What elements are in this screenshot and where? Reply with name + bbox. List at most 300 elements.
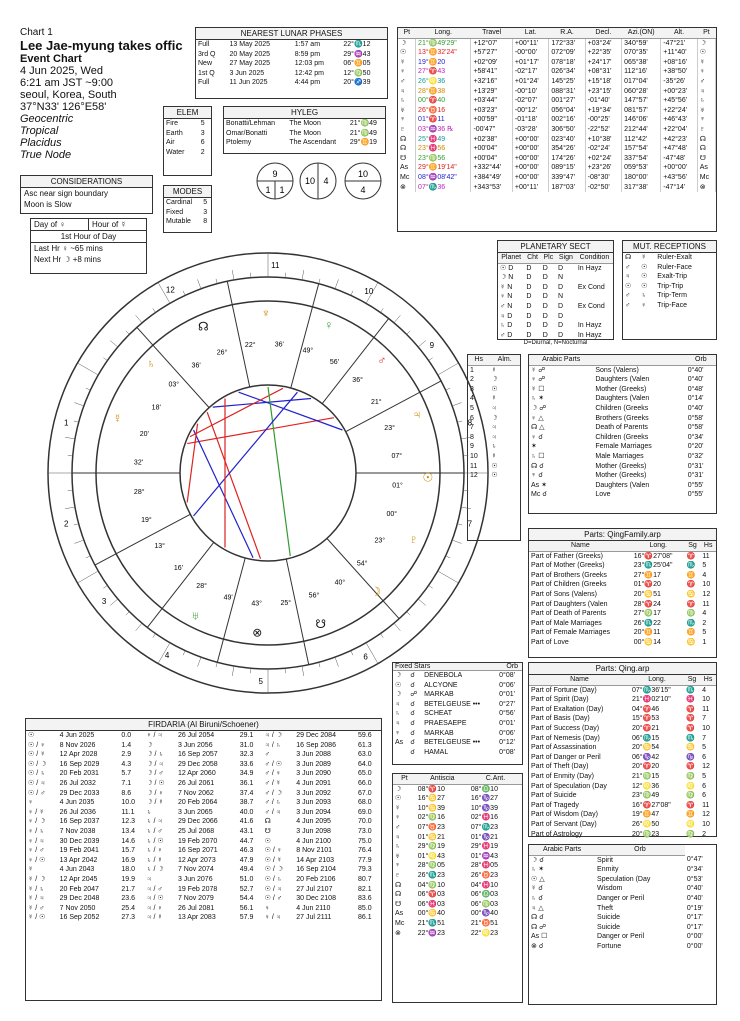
position-cell: 157°54' [622, 144, 661, 154]
element-cell: Fire [166, 120, 179, 127]
qing-part-cell: 7 [702, 734, 706, 742]
position-cell: +02'38" [471, 135, 512, 145]
reception-row [623, 263, 716, 273]
degree-tick [74, 540, 83, 543]
arabic-part-aspect-cell: ♆ ☌ [531, 472, 543, 480]
firdaria-period-cell: ♂ / ♀ [264, 770, 281, 778]
firdaria-period-cell: ☉ / ♀ [264, 847, 282, 855]
arabic-part-cell: 0°47' [686, 856, 703, 864]
degree-tick [452, 540, 461, 543]
sect-cell: In Hayz [577, 322, 602, 330]
firdaria-period-row [26, 760, 381, 770]
antiscia-cell: 26°♏23 [417, 871, 445, 879]
sect-cell: D [526, 293, 532, 301]
firdaria-period-cell: 26 Jul 2081 [177, 904, 215, 912]
antiscia-cell: 02°♍16 [417, 814, 445, 822]
degree-tick [446, 556, 451, 558]
qing-part-row [529, 791, 716, 801]
firdaria-period-cell: 3 Jun 2093 [296, 799, 331, 807]
count-g: 10 [357, 169, 369, 179]
position-cell: -08°30' [585, 173, 622, 183]
position-cell: -00°12' [512, 106, 549, 116]
degree-label: 40° [334, 579, 346, 587]
firdaria-period-cell: 7 Nov 2038 [59, 827, 96, 835]
position-header: Travel [471, 28, 512, 38]
sect-cell [576, 312, 613, 322]
qingfamily-part-header: Name [529, 541, 632, 551]
reception-cell: ☉ [641, 263, 648, 271]
qingfamily-part-cell: ♋ [686, 590, 696, 598]
reception-cell: Trip-Face [657, 301, 687, 309]
lunar-phase-cell: 12:03 pm [294, 60, 324, 68]
hyleg-cell: The Ascendant [289, 139, 337, 147]
reception-row [623, 291, 716, 301]
qingfamily-part-row [529, 619, 716, 629]
position-cell: 339°47' [549, 173, 585, 183]
position-cell: -00°00' [512, 48, 549, 58]
hyleg-title: HYLEG [224, 107, 385, 119]
fixed-star-cell: As [395, 739, 404, 747]
firdaria-period-row [26, 789, 381, 799]
qing-part-cell: Part of Servant (Day) [531, 820, 597, 828]
arabic-part-cell: ☊ ☌ [531, 914, 544, 922]
almuten-cell: 7 [470, 424, 474, 432]
firdaria-period-cell: ☿ [28, 866, 34, 874]
chart-date: 4 Jun 2025, Wed [20, 65, 103, 77]
qing-part-cell: ♑ [686, 753, 695, 761]
firdaria-title: FIRDARIA (Al Biruni/Schoener) [26, 719, 381, 731]
qing-part-cell: 20°♈20 [632, 763, 660, 771]
count-e: 10 [304, 176, 316, 186]
position-row [398, 154, 716, 164]
qing-part-cell: 11 [702, 705, 710, 713]
position-cell: 08°♒08'42" [416, 173, 471, 183]
position-cell: 089°15' [549, 163, 585, 173]
lunar-phase-cell: 3 Jun 2025 [229, 69, 265, 77]
mode-cell: 8 [203, 218, 208, 226]
firdaria-period-cell: 61.3 [358, 741, 372, 749]
position-cell: 017°04' [622, 77, 661, 87]
firdaria-period-cell: 7 Nov 2050 [59, 904, 96, 912]
arabic-part-aspect-row [529, 442, 716, 452]
arabic-part-aspect-header [593, 355, 685, 365]
fixed-star-cell: 0°06' [499, 729, 515, 737]
aspect-line [194, 430, 254, 558]
degree-tick [86, 556, 91, 558]
mode-cell: Mutable [166, 218, 191, 226]
firdaria-period-cell: ♃ [146, 875, 152, 883]
antiscia-cell: 01°♌43 [417, 852, 445, 860]
almuten-cell: ☽ [491, 414, 498, 422]
qingfamily-part-cell: 12 [702, 590, 711, 598]
sect-cell: Ex Cond [577, 302, 605, 310]
arabic-part-aspect-cell: Daughters (Valen [595, 395, 650, 403]
almuten-cell: ♃ [491, 404, 497, 412]
firdaria-period-row [26, 731, 381, 741]
zodiac-setting-2: Tropical [20, 125, 59, 137]
element-cell: 2 [200, 148, 205, 156]
arabic-part-cell: 0°40' [686, 894, 703, 902]
qingfamily-part-cell: ♏ [686, 562, 696, 570]
firdaria-period-row [26, 750, 381, 760]
arabic-part-row [529, 884, 716, 894]
firdaria-period-cell: 18.0 [121, 866, 136, 874]
planet-glyph: ☋ [315, 617, 327, 632]
degree-tick [126, 612, 130, 616]
sect-cell: ♄ D [500, 322, 513, 330]
position-row [398, 96, 716, 106]
degree-label: 19° [141, 516, 152, 524]
elements-table [163, 106, 212, 176]
position-cell: -02°50' [585, 183, 622, 193]
chart-wheel [18, 243, 518, 703]
position-cell: ☋ [697, 154, 715, 164]
fixed-star-cell: DENEBOLA [424, 672, 463, 679]
arabic-part-aspect-cell: 0°48' [687, 385, 704, 393]
qing-part-cell: 19°♊47 [632, 811, 660, 819]
firdaria-period-cell: 26 Jul 2061 [177, 779, 215, 787]
qingfamily-part-row [529, 551, 716, 561]
firdaria-period-row [26, 875, 381, 885]
arabic-part-aspect-row [529, 433, 716, 443]
firdaria-period-row [26, 856, 381, 866]
firdaria-period-cell: 19 Feb 2041 [59, 847, 99, 855]
position-cell: +384°49' [471, 173, 512, 183]
position-cell: ♂ [398, 77, 416, 87]
antiscia-cell: 08°♎10 [470, 785, 498, 793]
aspect-line [187, 418, 334, 444]
almuten-cell: ☽ [491, 376, 498, 384]
degree-label: 49° [302, 347, 314, 355]
sect-cell: ☉ D [500, 264, 514, 272]
fixed-star-cell: MARKAB [424, 691, 454, 699]
almuten-header: Hs [468, 355, 489, 365]
reception-cell: Exalt-Trip [657, 273, 687, 281]
reception-cell: ♀ [641, 301, 647, 309]
sect-cell: N [557, 274, 564, 282]
house-number: 1 [63, 418, 69, 428]
qingfamily-part-cell: Part of Daughters (Valen [531, 600, 608, 608]
almuten-cell: 2 [470, 376, 474, 384]
degree-tick [461, 507, 471, 509]
degree-tick [183, 651, 185, 656]
qingfamily-part-cell: Part of Death of Parents [531, 610, 607, 618]
qing-part-row [529, 705, 716, 715]
firdaria-period-cell: ♄ / ♀ [146, 847, 163, 855]
hyleg-cell: The Moon [289, 129, 321, 137]
position-cell: +23°26' [585, 163, 622, 173]
arabic-part-aspect-cell: ♀ ☌ [531, 433, 543, 441]
firdaria-period-cell: 37.4 [239, 789, 254, 797]
qing-part-cell: 12 [702, 763, 710, 771]
position-cell: 21°♍49'29" [416, 38, 471, 48]
next-hour: Next Hr ☽ +8 mins [34, 255, 101, 264]
degree-tick [198, 657, 201, 666]
fixed-star-cell: 0°08' [499, 672, 515, 679]
fixed-star-row [393, 709, 522, 719]
sect-header: Planet [498, 253, 524, 263]
arabic-part-aspect-cell: 0°58' [687, 414, 704, 422]
position-cell: 065°38' [622, 58, 661, 68]
antiscia-cell: ♅ [395, 852, 401, 860]
qing-part-cell: ♊ [686, 811, 695, 819]
firdaria-period-cell: ☉ [28, 732, 35, 739]
position-cell: -47°14' [661, 183, 698, 193]
arabic-part-cell: Fortune [597, 942, 622, 950]
lunar-phase-cell: 13 May 2025 [229, 41, 271, 48]
degree-label: 56° [308, 592, 320, 600]
position-cell: -47°21' [661, 38, 698, 48]
degree-tick [65, 507, 75, 509]
sect-cell: D [542, 331, 548, 339]
firdaria-period-cell: 75.0 [358, 837, 372, 845]
qing-part-cell: 12°♌36 [632, 782, 660, 790]
house-number: 11 [271, 261, 280, 271]
mode-cell: 3 [203, 208, 208, 216]
modes-title: MODES [164, 186, 211, 198]
almuten-cell: 10 [470, 452, 478, 460]
position-cell: +13'29" [471, 87, 512, 97]
firdaria-period-cell: 83.6 [358, 895, 372, 903]
position-cell: -01°40' [585, 96, 622, 106]
sect-cell: D [526, 322, 532, 330]
arabic-part-row [529, 904, 716, 914]
arabic-part-cell: 0°53' [686, 875, 703, 883]
reception-cell: ☊ [625, 254, 632, 261]
sect-cell: D [526, 283, 532, 291]
position-cell: +10°38' [585, 135, 622, 145]
qingfamily-part-cell: 4 [702, 571, 707, 579]
antiscia-cell: ♀ [395, 814, 401, 822]
position-cell: 023°40' [549, 135, 585, 145]
antiscia-header: Antiscia [416, 774, 469, 784]
sect-cell: D [526, 264, 532, 272]
lunar-phase-cell: 22°♏12 [343, 41, 371, 48]
sect-header: Cht [524, 253, 540, 263]
antiscia-cell: 00°♑40 [470, 910, 498, 918]
firdaria-period-cell: 66.0 [358, 779, 372, 787]
lunar-phase-cell: Full [198, 79, 210, 87]
firdaria-period-row [26, 769, 381, 779]
count-c: 1 [279, 185, 285, 195]
arabic-part-aspect-cell: Children (Greeks [595, 404, 649, 412]
firdaria-period-cell: 12 Apr 2028 [59, 751, 98, 759]
sect-cell: ♃ D [500, 312, 513, 320]
position-cell: 00°♈40 [416, 96, 471, 106]
firdaria-period-cell: 59.6 [358, 732, 372, 739]
firdaria-period-cell: ♂ / ♃ [264, 808, 281, 816]
arabic-part-aspect-cell: ☊ △ [531, 424, 545, 432]
position-cell: ☊ [398, 135, 416, 145]
firdaria-period-cell: ♀ / ♄ [28, 827, 45, 835]
arabic-part-aspect-cell: ☽ ☍ [531, 404, 547, 412]
arabic-part-cell: 0°00' [686, 933, 703, 941]
firdaria-period-cell: 4 Jun 2043 [59, 866, 95, 874]
position-cell: -47°48' [661, 154, 698, 164]
degree-tick [394, 315, 400, 323]
qing-part-header: Name [529, 675, 630, 685]
antiscia-row [393, 794, 522, 804]
degree-tick [351, 291, 353, 296]
reception-cell: ♄ [641, 292, 647, 300]
position-cell: 306°50' [549, 125, 585, 135]
position-header: Lat. [512, 28, 549, 38]
firdaria-period-cell: 16 Sep 2071 [177, 847, 218, 855]
firdaria-period-cell: 57.9 [239, 914, 254, 922]
degree-tick [232, 666, 234, 676]
position-row [398, 48, 716, 58]
firdaria-period-row [26, 913, 381, 923]
consideration-line: Moon is Slow [24, 200, 72, 209]
hyleg-cell: 21°♍49 [349, 120, 377, 127]
position-row [398, 58, 716, 68]
position-cell: +00°00' [512, 144, 549, 154]
degree-label: 13° [154, 542, 165, 550]
qingfamily-part-cell: 20°♊11 [633, 629, 661, 637]
position-row [398, 125, 716, 135]
lunar-phase-cell: 12°♍50 [343, 69, 371, 77]
house-number: 10 [364, 287, 374, 297]
degree-label: 22° [244, 342, 256, 350]
firdaria-period-cell: 21.7 [121, 885, 136, 893]
modes-table [163, 185, 212, 233]
lunar-phase-row [196, 69, 387, 79]
antiscia-cell: Mc [395, 919, 405, 927]
firdaria-period-cell: 1.4 [121, 741, 132, 749]
position-row [398, 135, 716, 145]
qing-part-row [529, 820, 716, 830]
degree-label: 26° [216, 349, 228, 357]
reception-cell: ☿ [641, 254, 647, 261]
positions-table [397, 27, 717, 232]
degree-tick [153, 308, 156, 312]
firdaria-period-cell: ♃ / ☉ [146, 895, 164, 903]
mode-cell: Cardinal [166, 199, 193, 206]
firdaria-period-cell: 27 Jul 2107 [296, 885, 333, 893]
position-cell: 07°♏36 [416, 183, 471, 193]
firdaria-period-cell: ☽ / ☉ [146, 779, 165, 787]
firdaria-period-cell: ♂ / ☿ [264, 779, 281, 787]
lunar-phase-cell: 20 May 2025 [229, 50, 271, 58]
firdaria-period-cell: ♀ / ☉ [28, 856, 46, 864]
position-cell: ♂ [697, 77, 715, 87]
position-cell: +24°17' [585, 58, 622, 68]
house-number: 5 [258, 676, 263, 686]
position-cell: ⊗ [697, 183, 715, 193]
qing-part-cell: 21°♓02'10" [632, 696, 671, 704]
antiscia-row [393, 929, 522, 939]
position-cell: 26°♌36 [416, 77, 471, 87]
antiscia-cell: 10°♋39 [417, 804, 445, 812]
fixed-star-cell: ☌ [410, 729, 415, 737]
planet-glyph: ♆ [261, 306, 271, 321]
arabic-part-aspect-row [529, 365, 716, 375]
degree-tick [461, 437, 471, 439]
qingfamily-part-row [529, 590, 716, 600]
antiscia-cell: 07°♉23 [417, 823, 445, 831]
lunar-phase-cell: 8:59 pm [294, 50, 321, 58]
antiscia-cell: ⊗ [395, 929, 401, 937]
sect-cell: D [557, 322, 564, 330]
arabic-part-aspect-cell: 0°14' [687, 395, 704, 403]
position-cell: +00°00' [512, 154, 549, 164]
degree-tick [153, 634, 156, 638]
firdaria-period-cell: 4 Jun 2095 [296, 818, 331, 826]
fixed-star-cell: ☽ [395, 672, 402, 679]
sect-cell: D [526, 312, 532, 320]
qingfamily-part-cell: 27°♊17 [633, 571, 661, 579]
arabic-part-row [529, 855, 716, 865]
fixed-star-cell: PRAESAEPE [424, 719, 467, 727]
position-cell: +343°53' [471, 183, 512, 193]
firdaria-period-cell: 3 Jun 2065 [177, 808, 213, 816]
position-cell: 147°57' [622, 96, 661, 106]
firdaria-period-cell: ☉ / ♄ [264, 875, 282, 883]
firdaria-period-cell: ♄ [146, 808, 152, 816]
degree-label: 36' [274, 341, 284, 349]
degree-tick [407, 612, 411, 616]
position-cell: ♃ [697, 87, 715, 97]
antiscia-cell: 29°♍19 [417, 843, 445, 851]
position-cell: -02°17' [512, 67, 549, 77]
position-cell: +00°11' [512, 183, 549, 193]
qing-part-cell: ♈ [686, 763, 695, 771]
reception-cell: ☉ [625, 282, 632, 290]
firdaria-period-cell: 12 Apr 2060 [177, 770, 216, 778]
planet-glyph: ♄ [146, 356, 156, 371]
degree-tick [446, 388, 451, 390]
firdaria-period-row [26, 817, 381, 827]
almuten-cell: 5 [470, 404, 474, 412]
fixed-star-cell: BETELGEUSE ••• [424, 739, 481, 747]
qing-part-cell: 06°♏15 [632, 734, 660, 742]
degree-tick [232, 270, 234, 280]
fixed-star-cell: ☌ [410, 672, 415, 679]
position-cell: ☊ [697, 135, 715, 145]
firdaria-period-row [26, 827, 381, 837]
qing-part-cell: 10 [702, 820, 710, 828]
qingfamily-part-cell: Part of Love [531, 638, 569, 646]
firdaria-period-cell: ☊ [264, 818, 271, 826]
zodiac-setting: Geocentric [20, 113, 74, 125]
antiscia-table [392, 773, 523, 1003]
antiscia-row [393, 833, 522, 843]
firdaria-period-cell: 20 Feb 2064 [177, 799, 218, 807]
firdaria-period-cell: 3 Jun 2076 [177, 875, 213, 883]
qingfamily-part-cell: Part of Male Marriages [531, 619, 602, 627]
firdaria-period-cell: 14.6 [121, 837, 136, 845]
firdaria-period-cell: 0.0 [121, 732, 132, 739]
qingfamily-part-cell: Part of Children (Greeks [531, 581, 607, 589]
qing-part-cell: 10 [702, 696, 710, 704]
position-cell: +02°24' [585, 154, 622, 164]
degree-tick [302, 666, 304, 676]
antiscia-cell: ♇ [395, 871, 401, 879]
fixed-star-cell: ♆ [395, 729, 401, 737]
sect-cell: D [557, 283, 564, 291]
house-cusp-line [217, 558, 245, 662]
qing-part-row [529, 685, 716, 695]
firdaria-period-row [26, 741, 381, 751]
position-cell: +00°11' [512, 38, 549, 48]
qing-part-row [529, 830, 716, 840]
position-cell: ♆ [697, 115, 715, 125]
firdaria-period-cell: 82.1 [358, 885, 372, 893]
qing-part-cell: Part of Wisdom (Day) [531, 811, 598, 819]
qingfamily-title: Parts: QingFamily.arp [529, 529, 716, 541]
degree-tick [126, 331, 130, 335]
qing-part-cell: ♌ [686, 820, 695, 828]
